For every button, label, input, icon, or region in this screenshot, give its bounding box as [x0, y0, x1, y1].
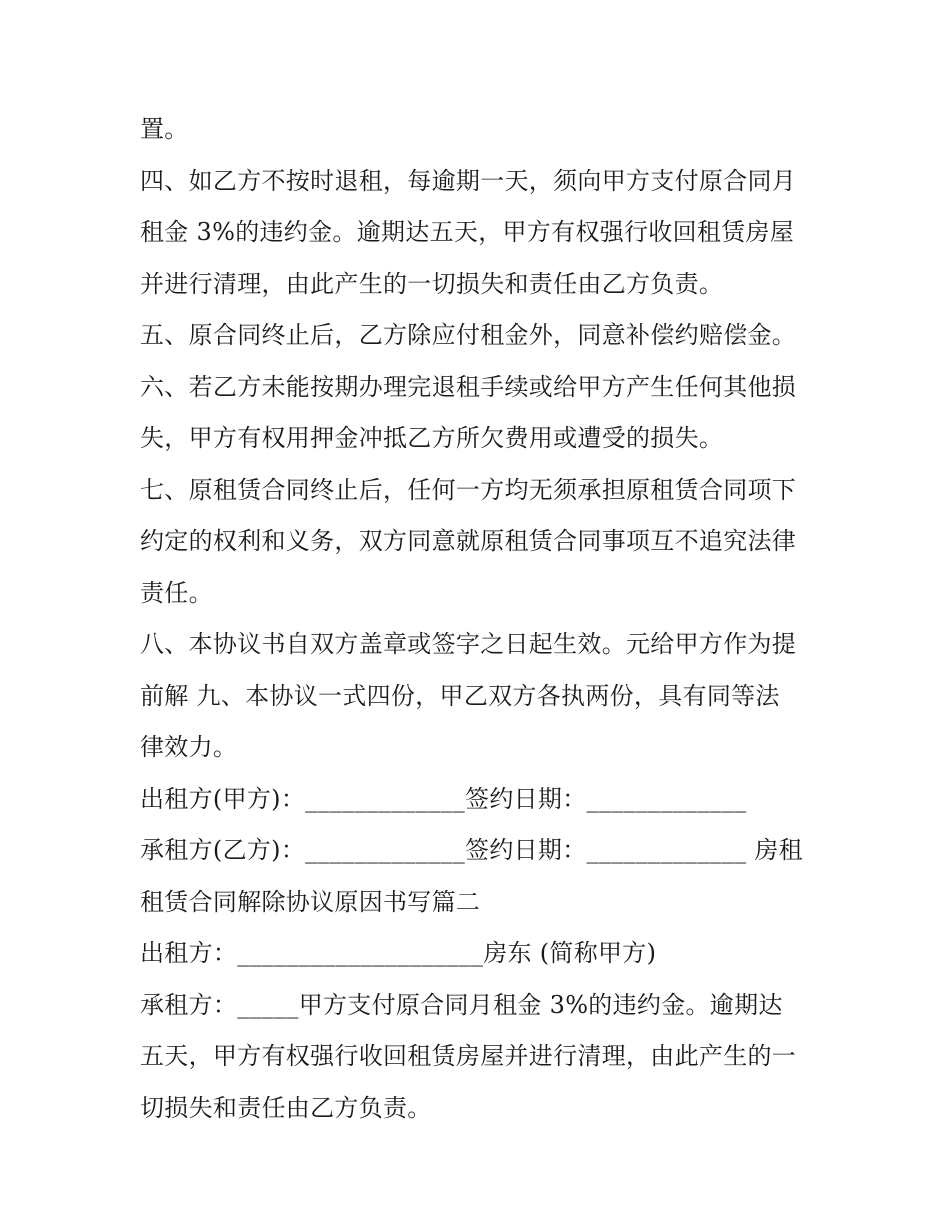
text-line-2: 四、如乙方不按时退租，每逾期一天，须向甲方支付原合同月 [140, 166, 797, 195]
section-title-part-two: 租赁合同解除协议原因书写篇二 [140, 887, 481, 916]
text-line-7: 失，甲方有权用押金冲抵乙方所欠费用或遭受的损失。 [140, 424, 724, 452]
signature-line-lessor: 出租方(甲方)：_____________签约日期：_____________ [140, 784, 747, 813]
text-line-12: 前解 九、本协议一式四份，甲乙双方各执两份，具有同等法 [140, 681, 780, 710]
text-line-11: 八、本协议书自双方盖章或签字之日起生效。元给甲方作为提 [140, 630, 797, 658]
text-line-3: 租金 3%的违约金。逾期达五天，甲方有权强行收回租赁房屋 [140, 218, 795, 246]
text-line-6: 六、若乙方未能按期办理完退租手续或给甲方产生任何其他损 [140, 372, 797, 401]
text-line-19: 五天，甲方有权强行收回租赁房屋并进行清理，由此产生的一 [140, 1042, 797, 1070]
text-line-5: 五、原合同终止后，乙方除应付租金外，同意补偿约赔偿金。 [140, 321, 797, 349]
text-line-8: 七、原租赁合同终止后，任何一方均无须承担原租赁合同项下 [140, 475, 797, 504]
text-line-1: 置。 [140, 115, 189, 143]
text-line-20: 切损失和责任由乙方负责。 [140, 1093, 432, 1122]
text-line-4: 并进行清理，由此产生的一切损失和责任由乙方负责。 [140, 269, 724, 298]
lessor-line: 出租方：____________________房东 (简称甲方) [140, 939, 657, 967]
text-line-10: 责任。 [140, 578, 213, 607]
text-line-9: 约定的权利和义务，双方同意就原租赁合同事项互不追究法律 [140, 527, 797, 555]
lessee-line: 承租方：_____甲方支付原合同月租金 3%的违约金。逾期达 [140, 990, 783, 1019]
document-body [140, 104, 820, 1134]
signature-line-lessee: 承租方(乙方)：_____________签约日期：_____________ 房租 [140, 836, 803, 864]
text-line-13: 律效力。 [140, 733, 238, 761]
